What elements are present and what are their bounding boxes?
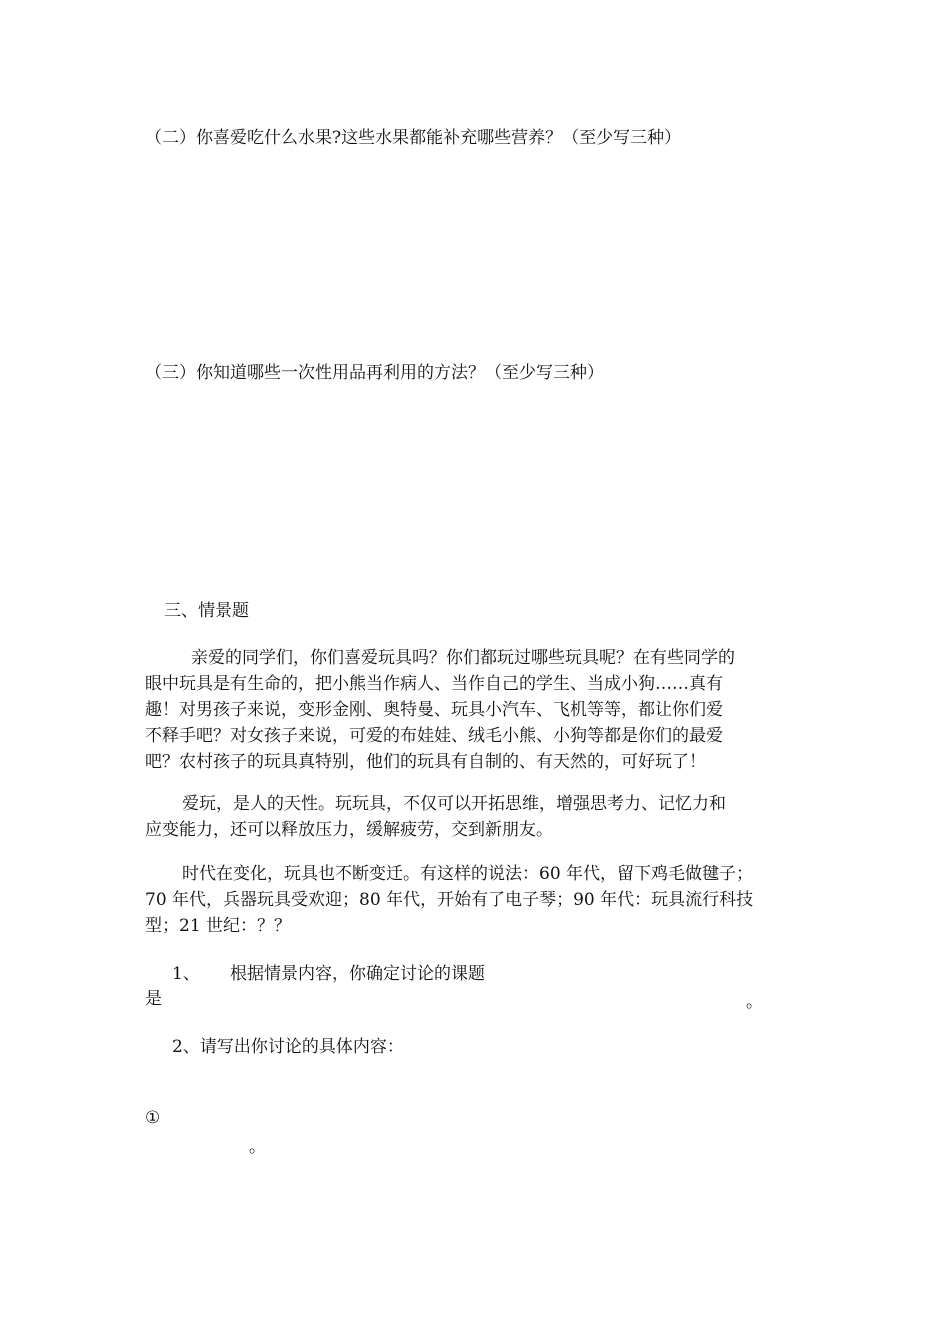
scenario-paragraph-2 (145, 791, 815, 843)
task-1-continuation: 是 (145, 989, 162, 1009)
paragraph-line: 趣！对男孩子来说，变形金刚、奥特曼、玩具小汽车、飞机等等，都让你们爱 (145, 700, 723, 720)
item-1-period: 。 (249, 1137, 266, 1157)
question-3: （三）你知道哪些一次性用品再利用的方法？（至少写三种） (145, 363, 604, 383)
question-2: （二）你喜爱吃什么水果?这些水果都能补充哪些营养？（至少写三种） (145, 128, 682, 148)
paragraph-line: 时代在变化，玩具也不断变迁。有这样的说法：60 年代，留下鸡毛做毽子； (182, 864, 754, 884)
paragraph-line: 爱玩，是人的天性。玩玩具，不仅可以开拓思维，增强思考力、记忆力和 (182, 794, 726, 814)
task-2-prompt: 2、请写出你讨论的具体内容： (172, 1037, 404, 1057)
task-1-prompt: 根据情景内容，你确定讨论的课题 (230, 964, 485, 984)
paragraph-line: 眼中玩具是有生命的，把小熊当作病人、当作自己的学生、当成小狗……真有 (145, 674, 723, 694)
paragraph-line: 不释手吧？对女孩子来说，可爱的布娃娃、绒毛小熊、小狗等都是你们的最爱 (145, 726, 723, 746)
scenario-paragraph-3 (145, 861, 815, 939)
paragraph-line: 70 年代，兵器玩具受欢迎；80 年代，开始有了电子琴；90 年代：玩具流行科技 (145, 890, 754, 910)
paragraph-line: 吧？农村孩子的玩具真特别，他们的玩具有自制的、有天然的，可好玩了！ (145, 752, 706, 772)
paragraph-line: 应变能力，还可以释放压力，缓解疲劳，交到新朋友。 (145, 820, 553, 840)
item-1-marker: ① (145, 1108, 161, 1128)
section-heading: 三、情景题 (164, 601, 249, 621)
paragraph-line: 亲爱的同学们，你们喜爱玩具吗？你们都玩过哪些玩具呢？在有些同学的 (191, 648, 735, 668)
paragraph-line: 型；21 世纪：？？ (145, 916, 292, 936)
task-1-number: 1、 (172, 964, 200, 984)
scenario-paragraph-1 (145, 645, 815, 775)
task-1-period: 。 (746, 992, 763, 1012)
